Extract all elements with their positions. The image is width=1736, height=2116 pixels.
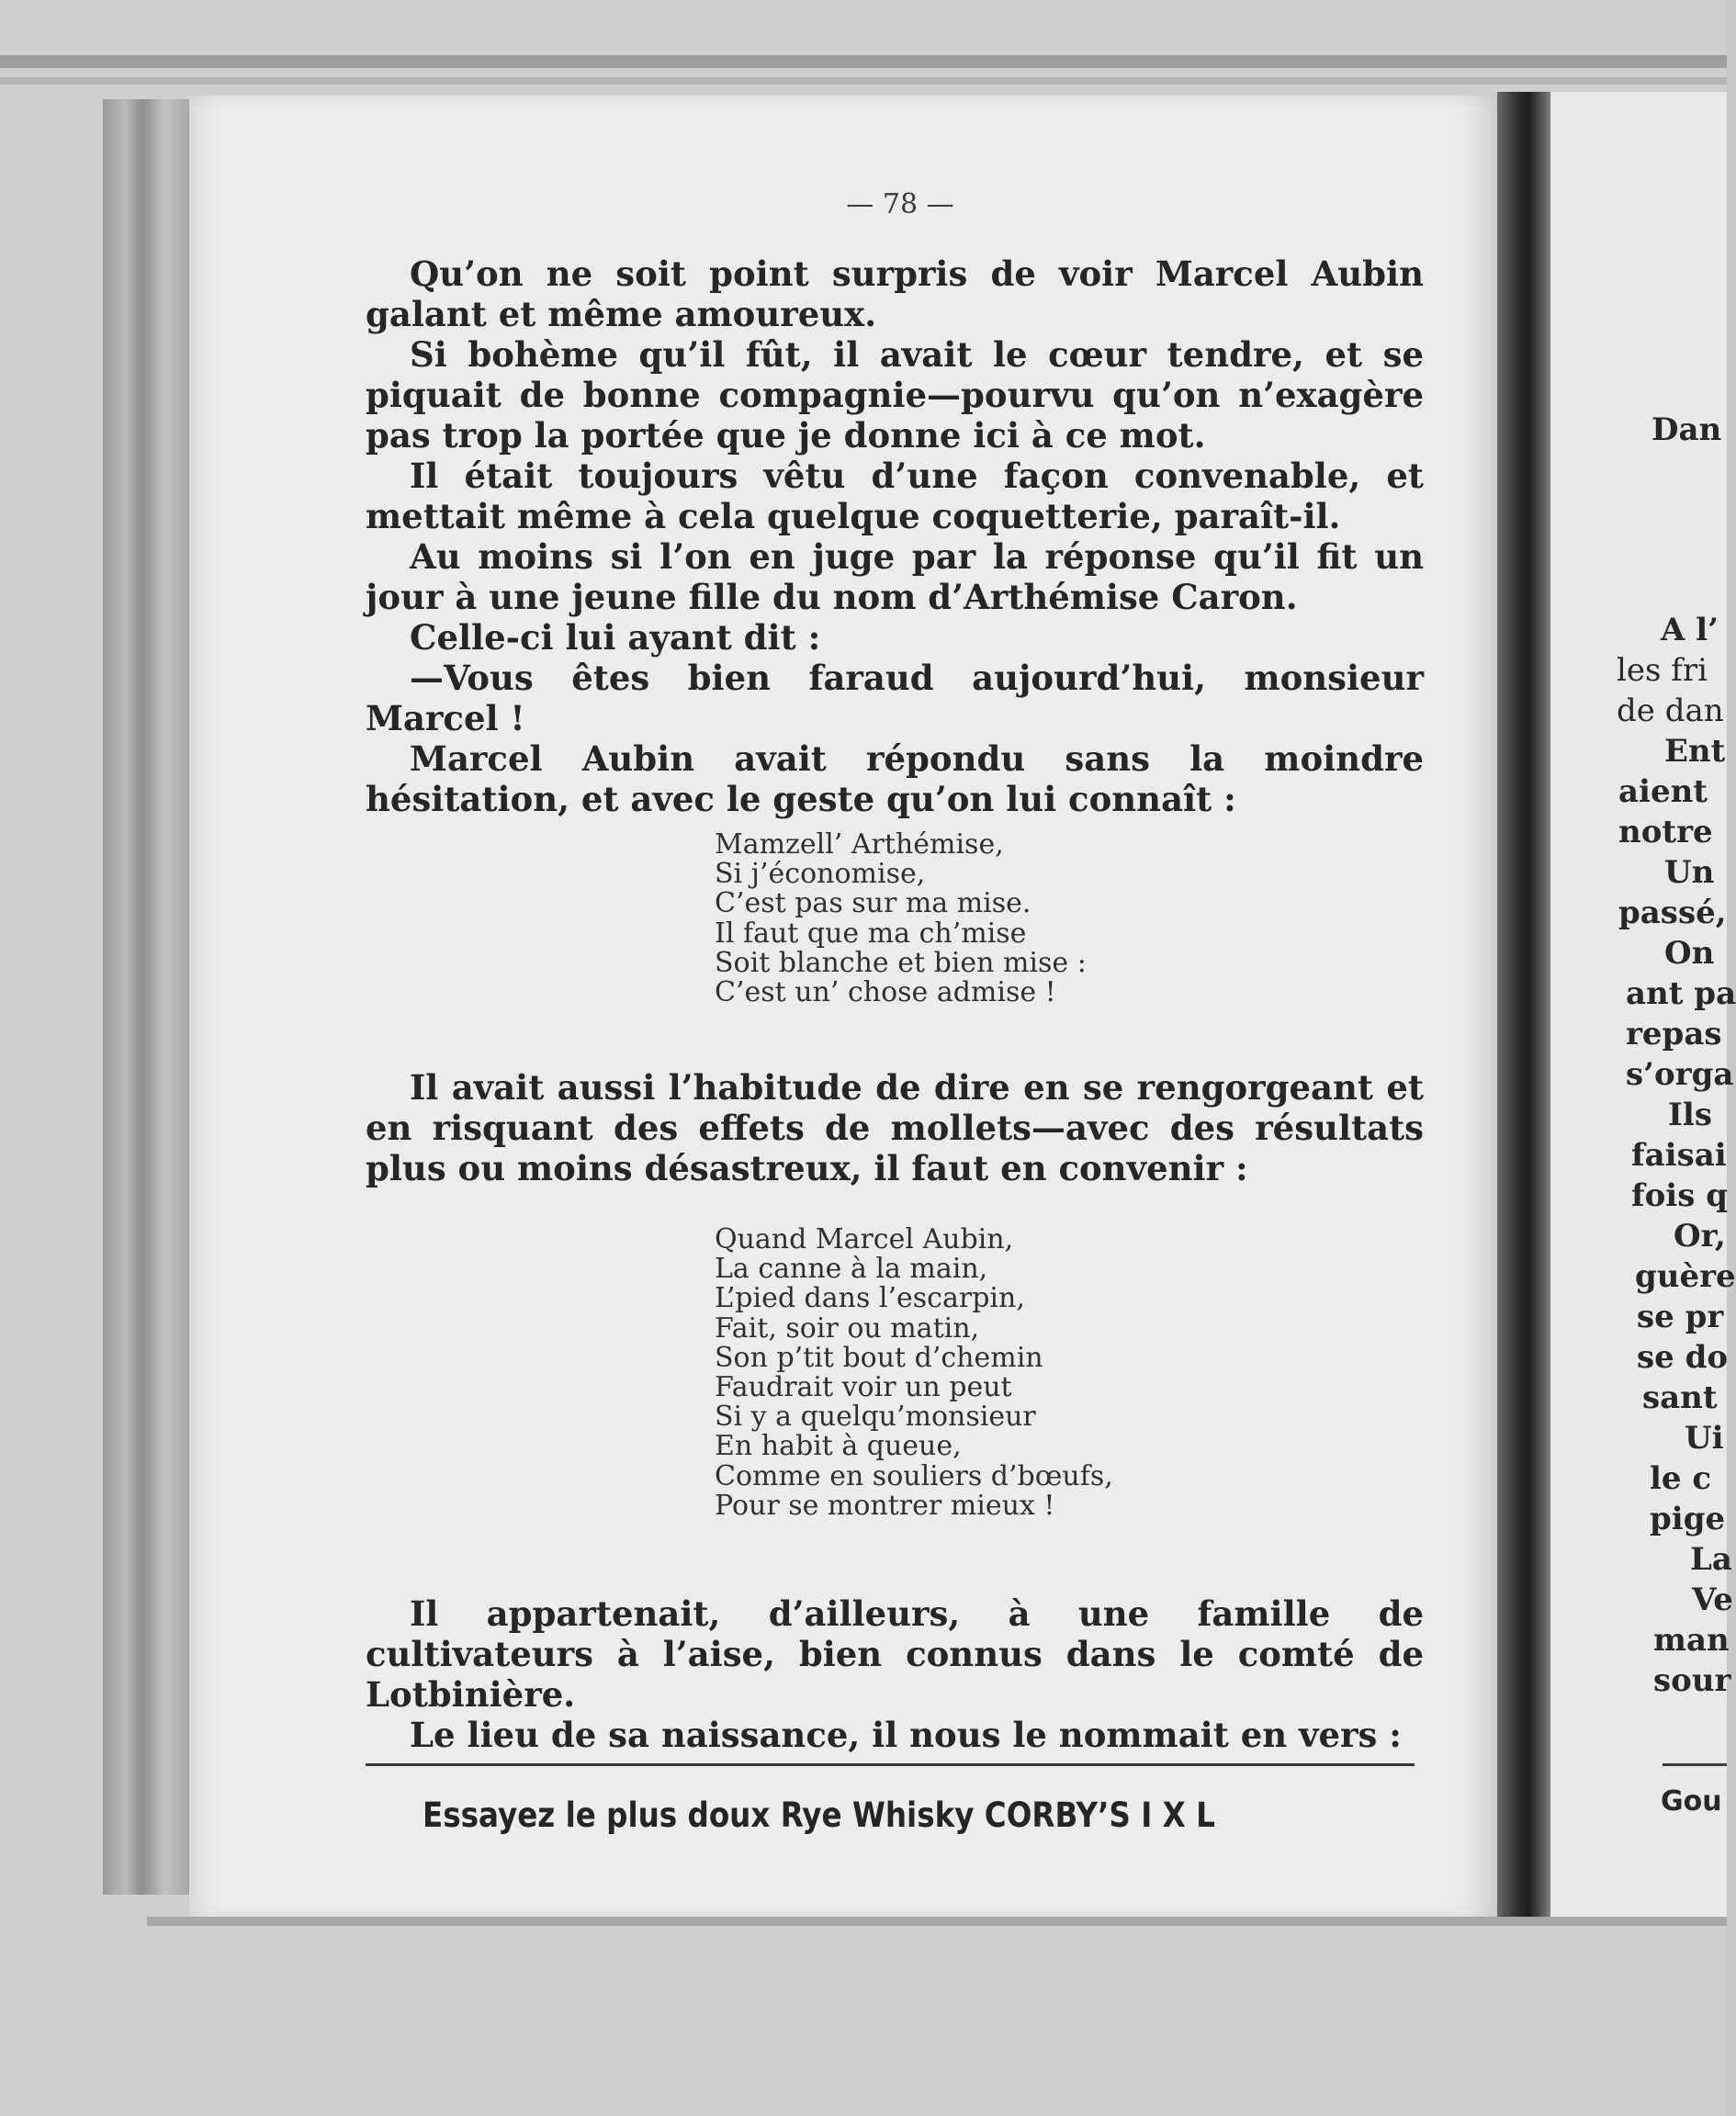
right-page-fragment: A l’ bbox=[1661, 612, 1719, 648]
paragraph: —Vous êtes bien faraud aujourd’hui, monsieur Marcel ! bbox=[366, 658, 1424, 738]
prose-block-2 bbox=[366, 1067, 1424, 1188]
verse-line: Comme en souliers d’bœufs, bbox=[715, 1459, 1113, 1492]
verse-line: Faudrait voir un peut bbox=[715, 1371, 1012, 1404]
right-page-fragment: Dan bbox=[1651, 411, 1722, 448]
right-page-fragment: aient bbox=[1618, 773, 1708, 810]
prose-block-1 bbox=[366, 253, 1424, 819]
verse-line: La canne à la main, bbox=[715, 1253, 988, 1286]
right-page-fragment: Un bbox=[1664, 854, 1715, 891]
right-page-fragment: Ui bbox=[1685, 1420, 1724, 1457]
verse-line: Mamzell’ Arthémise, bbox=[715, 828, 1004, 861]
book-page-edges bbox=[103, 99, 191, 1895]
right-page-fragment: ant pa bbox=[1626, 975, 1736, 1012]
page-number: — 78 — bbox=[846, 188, 954, 220]
verse-block-1 bbox=[715, 830, 1229, 1007]
right-page-fragment: les fri bbox=[1617, 652, 1708, 689]
paragraph: Il appartenait, d’ailleurs, à une famille de cultivateurs à l’aise, bien connus dans le comté de Lotbinière. bbox=[366, 1593, 1424, 1715]
verse-line: C’est pas sur ma mise. bbox=[715, 887, 1031, 920]
verse-block-2 bbox=[715, 1225, 1229, 1521]
right-page-fragment: le c bbox=[1650, 1460, 1712, 1497]
paragraph: Il était toujours vêtu d’une façon convenable, et mettait même à cela quelque coquetterie, paraît-il. bbox=[366, 456, 1424, 536]
right-page-fragment: Gou bbox=[1661, 1785, 1722, 1818]
right-page-fragment: man bbox=[1653, 1622, 1730, 1659]
right-page-fragment: pige bbox=[1650, 1501, 1726, 1537]
verse-line: C’est un’ chose admise ! bbox=[715, 976, 1056, 1009]
right-page-fragment: se do bbox=[1637, 1339, 1729, 1376]
paragraph: Au moins si l’on en juge par la réponse qu’il fit un jour à une jeune fille du nom d’Arthémise Caron. bbox=[366, 536, 1424, 617]
paragraph: Si bohème qu’il fût, il avait le cœur tendre, et se piquait de bonne compagnie—pourvu qu’on n’exagère pas trop la portée que je donne ici à ce mot. bbox=[366, 334, 1424, 456]
right-page-fragment: Ent bbox=[1664, 733, 1726, 770]
right-page-footer-rule bbox=[1663, 1763, 1727, 1766]
right-page-fragment: La bbox=[1690, 1541, 1732, 1578]
right-page-fragment: fois q bbox=[1631, 1177, 1728, 1214]
right-page-fragment: notre bbox=[1618, 814, 1713, 850]
verse-line: Quand Marcel Aubin, bbox=[715, 1223, 1014, 1255]
verse-line: Soit blanche et bien mise : bbox=[715, 946, 1087, 979]
right-page-fragment: se pr bbox=[1637, 1299, 1724, 1335]
right-page-fragment: guère bbox=[1635, 1258, 1736, 1295]
footer-rule bbox=[366, 1763, 1415, 1766]
right-page-fragment: Or, bbox=[1674, 1218, 1726, 1255]
verse-line: Pour se montrer mieux ! bbox=[715, 1489, 1055, 1522]
right-page-fragment: de dan bbox=[1617, 692, 1724, 729]
paragraph: Qu’on ne soit point surpris de voir Marcel Aubin galant et même amoureux. bbox=[366, 253, 1424, 334]
right-page-fragment: Ils bbox=[1668, 1097, 1712, 1133]
paragraph: Il avait aussi l’habitude de dire en se rengorgeant et en risquant des effets de mollets—avec des résultats plus ou moins désastreux, il faut en convenir : bbox=[366, 1067, 1424, 1188]
right-page-fragment: passé, bbox=[1618, 895, 1727, 931]
verse-line: Son p’tit bout d’chemin bbox=[715, 1341, 1043, 1374]
paragraph: Marcel Aubin avait répondu sans la moindre hésitation, et avec le geste qu’on lui connaît : bbox=[366, 738, 1424, 819]
right-page-fragment: repas bbox=[1626, 1016, 1722, 1052]
scanner-bottom-edge bbox=[147, 1917, 1727, 1926]
verse-line: Si y a quelqu’monsieur bbox=[715, 1401, 1036, 1434]
verse-line: Il faut que ma ch’mise bbox=[715, 917, 1027, 950]
verse-line: L’pied dans l’escarpin, bbox=[715, 1282, 1025, 1315]
verse-line: Fait, soir ou matin, bbox=[715, 1311, 980, 1345]
scanner-top-edge bbox=[0, 55, 1727, 68]
right-page-fragment: faisai bbox=[1631, 1137, 1727, 1174]
advertisement-footer: Essayez le plus doux Rye Whisky CORBY’S I X L bbox=[423, 1795, 1215, 1835]
prose-block-3 bbox=[366, 1593, 1424, 1755]
scanner-top-edge-secondary bbox=[0, 77, 1727, 84]
verse-line: Si j’économise, bbox=[715, 858, 926, 891]
right-page-fragment: sour bbox=[1653, 1662, 1731, 1699]
right-page-fragment: Ve bbox=[1692, 1581, 1733, 1618]
right-page-fragment: s’orga bbox=[1626, 1056, 1734, 1093]
paragraph: Celle-ci lui ayant dit : bbox=[410, 617, 821, 658]
verse-line: En habit à queue, bbox=[715, 1430, 962, 1463]
right-page-fragment: sant bbox=[1642, 1379, 1718, 1416]
book-gutter bbox=[1497, 92, 1550, 1924]
paragraph: Le lieu de sa naissance, il nous le nommait en vers : bbox=[410, 1715, 1402, 1755]
right-page-fragment: On bbox=[1664, 935, 1715, 972]
